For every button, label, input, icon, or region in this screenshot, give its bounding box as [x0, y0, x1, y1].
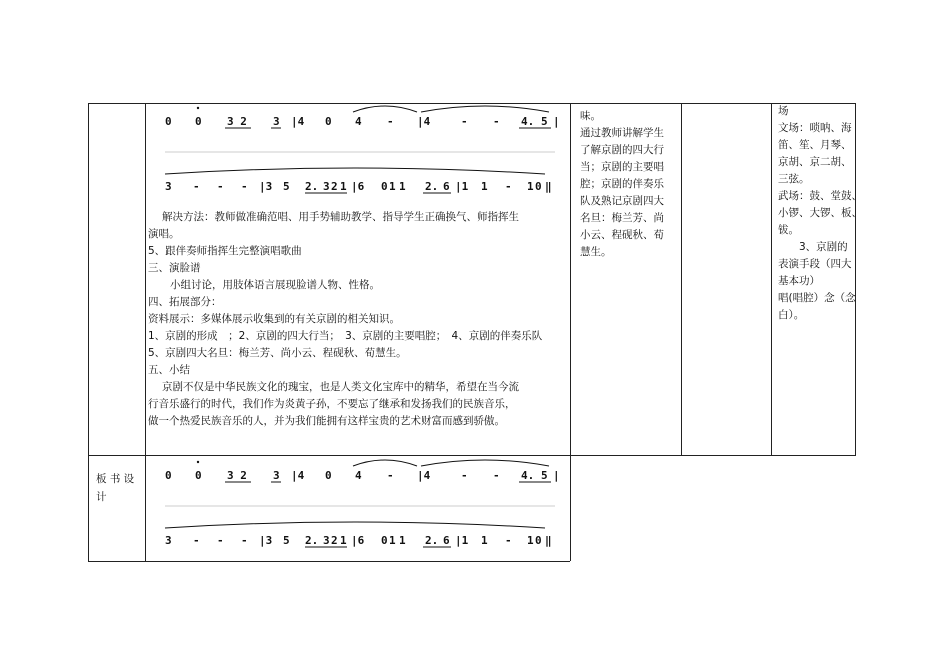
right-line: 表演手段（四大	[778, 258, 852, 270]
svg-text:0: 0	[535, 534, 542, 547]
svg-text:-: -	[387, 115, 394, 128]
main-lesson-text	[148, 209, 542, 430]
svg-text:1: 1	[389, 534, 396, 547]
topics-line-2: 5、京剧四大名旦：梅兰芳、尚小云、程砚秋、荀慧生。	[148, 347, 407, 359]
svg-text:1: 1	[389, 180, 396, 193]
table-left-border	[88, 103, 89, 561]
svg-text:2.: 2.	[425, 180, 439, 193]
svg-text:4: 4	[355, 469, 362, 482]
svg-text:‖: ‖	[545, 180, 552, 193]
svg-text:0: 0	[195, 115, 202, 128]
svg-text:|6: |6	[351, 180, 365, 193]
svg-text:3 2: 3 2	[227, 469, 247, 482]
col-divider-4	[771, 103, 772, 455]
svg-text:4.: 4.	[521, 469, 535, 482]
svg-text:1: 1	[399, 534, 406, 547]
svg-text:|: |	[553, 469, 560, 482]
middle-column-text	[580, 108, 664, 261]
svg-text:-: -	[461, 469, 468, 482]
middle-line: 当；京剧的主要唱	[580, 161, 664, 173]
svg-text:3: 3	[165, 180, 172, 193]
right-line: 武场：鼓、堂鼓、	[778, 190, 862, 202]
table-bottom-border	[88, 561, 570, 562]
middle-line: 腔；京剧的伴奏乐	[580, 178, 664, 190]
svg-text:-: -	[505, 534, 512, 547]
svg-text:-: -	[241, 180, 248, 193]
svg-text:2.: 2.	[305, 180, 319, 193]
music-score-board	[155, 458, 567, 558]
music-score-top	[155, 104, 567, 204]
svg-text:0: 0	[325, 115, 332, 128]
svg-text:-: -	[217, 180, 224, 193]
right-line: 京胡、京二胡、	[778, 156, 852, 168]
svg-text:0: 0	[381, 534, 388, 547]
svg-text:0: 0	[165, 469, 172, 482]
materials-text: 资料展示：多媒体展示收集到的有关京剧的相关知识。	[148, 313, 400, 325]
svg-text:-: -	[193, 534, 200, 547]
middle-line: 慧生。	[580, 246, 612, 258]
section5-heading: 五、小结	[148, 364, 190, 376]
right-line: 基本功）	[778, 275, 820, 287]
middle-line: 味。	[580, 110, 601, 122]
summary-line-3: 做一个热爱民族音乐的人，并为我们能拥有这样宝贵的艺术财富而感到骄傲。	[148, 415, 505, 427]
svg-text:|4: |4	[291, 115, 305, 128]
svg-text:1: 1	[340, 180, 347, 193]
svg-text:2: 2	[331, 180, 338, 193]
svg-text:-: -	[461, 115, 468, 128]
right-line: 三弦。	[778, 173, 810, 185]
svg-text:|1: |1	[455, 534, 469, 547]
svg-text:|3: |3	[259, 180, 273, 193]
svg-text:5: 5	[541, 469, 548, 482]
svg-text:5: 5	[283, 180, 290, 193]
right-line: 小锣、大锣、板、	[778, 207, 862, 219]
svg-text:|: |	[553, 115, 560, 128]
svg-text:4.: 4.	[521, 115, 535, 128]
middle-line: 小云、程砚秋、荀	[580, 229, 664, 241]
middle-line: 名旦：梅兰芳、尚	[580, 212, 664, 224]
svg-text:-: -	[493, 469, 500, 482]
svg-text:5: 5	[541, 115, 548, 128]
svg-text:3: 3	[273, 115, 280, 128]
svg-text:4: 4	[355, 115, 362, 128]
svg-text:0: 0	[325, 469, 332, 482]
svg-text:0: 0	[381, 180, 388, 193]
svg-text:|1: |1	[455, 180, 469, 193]
svg-text:1: 1	[399, 180, 406, 193]
right-line: 笛、笙、月琴、	[778, 139, 852, 151]
svg-text:|3: |3	[259, 534, 273, 547]
svg-text:-: -	[217, 534, 224, 547]
svg-text:5: 5	[283, 534, 290, 547]
svg-text:1: 1	[340, 534, 347, 547]
svg-text:2.: 2.	[305, 534, 319, 547]
svg-text:3: 3	[323, 534, 330, 547]
svg-text:0: 0	[535, 180, 542, 193]
summary-line-1: 京剧不仅是中华民族文化的瑰宝，也是人类文化宝库中的精华，希望在当今流	[162, 381, 519, 393]
right-line: 白）。	[778, 309, 805, 321]
svg-text:1: 1	[527, 534, 534, 547]
section3-body: 小组讨论，用肢体语言展现脸谱人物、性格。	[170, 279, 380, 291]
svg-text:|4: |4	[291, 469, 305, 482]
right-line: 钹。	[778, 224, 799, 236]
svg-text:2.: 2.	[425, 534, 439, 547]
svg-text:|4: |4	[417, 469, 431, 482]
method-text: 解决方法：教师做准确范唱、用手势辅助教学、指导学生正确换气、师指挥生	[162, 211, 519, 223]
right-line: 文场：唢呐、海	[778, 122, 852, 134]
svg-text:6: 6	[443, 534, 450, 547]
svg-text:-: -	[493, 115, 500, 128]
method-cont-text: 演唱。	[148, 228, 180, 240]
svg-text:|6: |6	[351, 534, 365, 547]
svg-text:-: -	[387, 469, 394, 482]
topics-line-1: 1、京剧的形成 ；2、京剧的四大行当； 3、京剧的主要唱腔； 4、京剧的伴奏乐队	[148, 330, 543, 342]
middle-line: 通过教师讲解学生	[580, 127, 664, 139]
svg-text:|4: |4	[417, 115, 431, 128]
svg-text:1: 1	[527, 180, 534, 193]
svg-text:-: -	[505, 180, 512, 193]
middle-line: 了解京剧的四大行	[580, 144, 664, 156]
summary-line-2: 行音乐盛行的时代，我们作为炎黄子孙，不要忘了继承和发扬我们的民族音乐，	[148, 398, 516, 410]
middle-line: 队及熟记京剧四大	[580, 195, 664, 207]
svg-text:-: -	[241, 534, 248, 547]
col-divider-1	[145, 103, 146, 561]
svg-text:1: 1	[481, 534, 488, 547]
svg-text:0: 0	[165, 115, 172, 128]
svg-text:3: 3	[323, 180, 330, 193]
col-divider-3	[681, 103, 682, 455]
svg-text:2: 2	[331, 534, 338, 547]
svg-text:6: 6	[443, 180, 450, 193]
svg-text:3: 3	[273, 469, 280, 482]
row-divider	[88, 455, 856, 456]
section4-heading: 四、拓展部分：	[148, 296, 222, 308]
right-line: 场	[778, 105, 789, 117]
right-line: 3、京剧的	[778, 241, 848, 253]
svg-text:1: 1	[481, 180, 488, 193]
svg-text:0: 0	[195, 469, 202, 482]
svg-text:-: -	[193, 180, 200, 193]
board-design-label: 板 书 设	[96, 473, 135, 485]
svg-text:‖: ‖	[545, 534, 552, 547]
right-column-text	[778, 103, 862, 324]
svg-text:3: 3	[165, 534, 172, 547]
col-divider-2	[570, 103, 571, 561]
board-design-label-2: 计	[96, 491, 107, 503]
svg-text:3 2: 3 2	[227, 115, 247, 128]
right-line: 唱(唱腔）念（念	[778, 292, 856, 304]
step5-text: 5、跟伴奏师指挥生完整演唱歌曲	[148, 245, 302, 257]
section3-heading: 三、演脸谱	[148, 262, 201, 274]
